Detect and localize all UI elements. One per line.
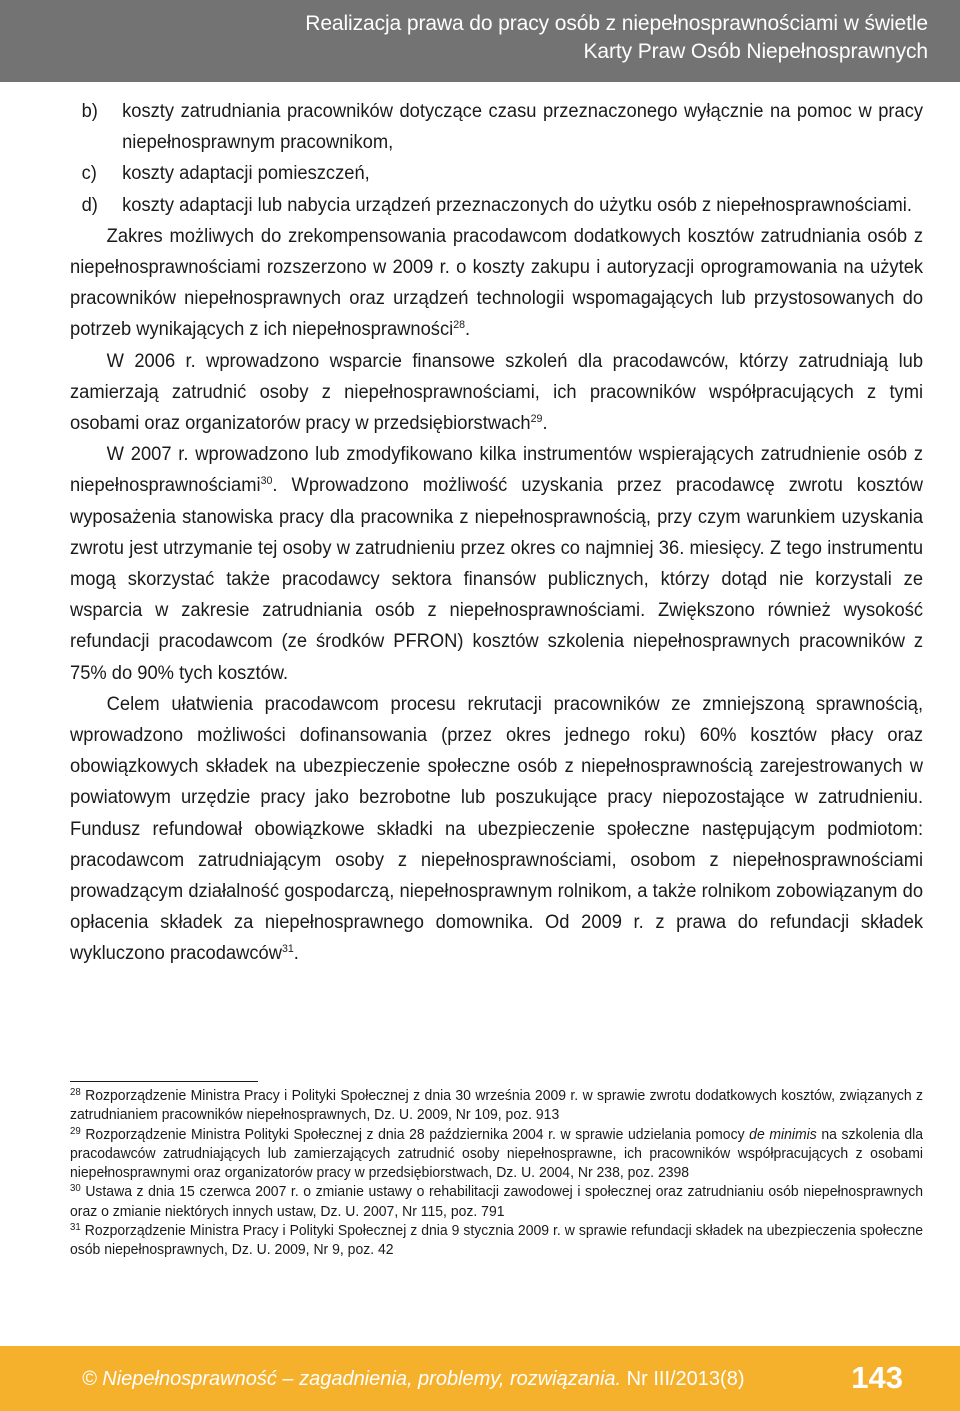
footnote-29 [70,1126,923,1184]
paragraph-text-cont: . Wprowadzono możliwość uzyskania przez pracodawcę zwrotu kosztów wyposażenia stanowiska pracy dla pracownika z niepełnosprawnością, przy czym warunkiem uzyskania zwrotu jest utrzymanie tej osoby w zatrudnieniu przez okres co najmniej 36. miesięcy. Z tego instrumentu mogą skorzystać także pracodawcy sektora finansów publicznych, którzy dotąd nie korzystali ze wsparcia w zakresie zatrudniania osób z niepełnosprawnościami. Zwiększono również wysokość refundacji pracodawcom (ze środków PFRON) kosztów szkolenia niepełnosprawnych pracowników z 75% do 90% tych kosztów. [70,475,924,684]
running-header [0,0,960,82]
footnotes [70,1087,923,1261]
page-number: 143 [851,1360,903,1395]
paragraph-text: W 2007 r. wprowadzono lub zmodyfikowano kilka instrumentów wspierających zatrudnienie osób z niepełnosprawnościami [70,444,924,497]
list-item-d [70,190,923,221]
page-footer [0,1346,960,1411]
paragraph-1 [70,221,923,346]
footnote-31 [70,1222,923,1261]
footnote-number: 29 [70,1125,81,1137]
list-item-text: koszty adaptacji pomieszczeń, [122,163,370,185]
list-marker: b) [81,101,98,122]
paragraph-end: . [465,319,471,341]
header-line-1: Realizacja prawa do pracy osób z niepełnosprawnościami w świetle [305,12,928,35]
footer-citation [82,1366,745,1392]
paragraph-end: . [542,413,548,435]
list-item-text: koszty adaptacji lub nabycia urządzeń przeznaczonych do użytku osób z niepełnosprawnościami. [122,194,912,216]
footnote-italic-term: de minimis [749,1126,817,1143]
issue-number: Nr III/2013(8) [626,1368,745,1390]
footnote-ref-29[interactable]: 29 [530,413,543,426]
footnote-text-cont: na szkolenia dla pracodawców zatrudniających lub zamierzających zatrudnić osoby niepełnosprawne, ich pracowników współpracujących z osobami niepełnosprawnymi oraz organizatorów pracy w przedsiębiorstwach, Dz. U. 2004, Nr 238, poz. 2398 [70,1126,924,1182]
footnote-ref-30[interactable]: 30 [260,475,273,488]
footnote-28 [70,1087,923,1126]
paragraph-text: W 2006 r. wprowadzono wsparcie finansowe szkoleń dla pracodawców, którzy zatrudniają lub zamierzają zatrudnić osoby z niepełnosprawnościami, ich pracowników współpracujących z tymi osobami oraz organizatorów pracy w przedsiębiorstwach [70,350,924,435]
footnote-number: 28 [70,1087,81,1098]
footnote-text: Ustawa z dnia 15 czerwca 2007 r. o zmianie ustawy o rehabilitacji zawodowej i społecznej oraz zatrudnianiu osób niepełnosprawnych oraz o zmianie niektórych innych ustaw, Dz. U. 2007, Nr 115, poz. 791 [70,1184,924,1220]
footnote-ref-28[interactable]: 28 [453,319,466,332]
paragraph-4 [70,689,923,970]
footnote-divider [70,1081,258,1082]
journal-title: © Niepełnosprawność – zagadnienia, problemy, rozwiązania. [82,1368,622,1390]
paragraph-end: . [293,943,299,965]
footnote-text: Rozporządzenie Ministra Polityki Społecznej z dnia 28 października 2004 r. w sprawie udzielania pomocy [85,1126,750,1143]
footnote-number: 31 [70,1222,81,1234]
footnote-text: Rozporządzenie Ministra Pracy i Polityki Społecznej z dnia 30 września 2009 r. w sprawie zwrotu dodatkowych kosztów, związanych z zatrudnianiem pracowników niepełnosprawnych, Dz. U. 2009, Nr 109, poz. 913 [70,1088,924,1124]
footnote-30 [70,1183,923,1222]
main-text [70,96,923,970]
footnote-number: 30 [70,1183,81,1195]
list-item-text: koszty zatrudniania pracowników dotyczące czasu przeznaczonego wyłącznie na pomoc w pracy niepełnosprawnym pracownikom, [122,101,924,154]
list-marker: d) [81,194,98,216]
footnote-ref-31[interactable]: 31 [281,943,294,956]
paragraph-text: Celem ułatwienia pracodawcom procesu rekrutacji pracowników ze zmniejszoną sprawnością, wprowadzono możliwości dofinansowania (przez okres jednego roku) 60% kosztów płacy oraz obowiązkowych składek na ubezpieczenie społeczne osób z niepełnosprawnością zarejestrowanych w powiatowym urzędzie pracy jako bezrobotne lub poszukujące pracy niepozostające w zatrudnieniu. Fundusz refundował obowiązkowe składki na ubezpieczenie społeczne następującym podmiotom: pracodawcom zatrudniającym osoby z niepełnosprawnościami, osobom z niepełnosprawnościami prowadzącym działalność gospodarczą, niepełnosprawnym rolnikom, a także rolnikom zobowiązanym do opłacenia składek za niepełnosprawnego domownika. Od 2009 r. z prawa do refundacji składek wykluczono pracodawców [70,693,924,965]
footnote-text: Rozporządzenie Ministra Pracy i Polityki Społecznej z dnia 9 stycznia 2009 r. w sprawie refundacji składek na ubezpieczenia społeczne osób niepełnosprawnych, Dz. U. 2009, Nr 9, poz. 42 [70,1223,924,1259]
running-header-title [305,10,928,66]
list-item-b [70,96,923,158]
paragraph-2 [70,346,923,440]
list-marker: c) [81,163,97,185]
paragraph-3 [70,439,923,689]
paragraph-text: Zakres możliwych do zrekompensowania pracodawcom dodatkowych kosztów zatrudniania osób z niepełnosprawnościami rozszerzono w 2009 r. o koszty zakupu i autoryzacji oprogramowania na użytek pracowników niepełnosprawnych oraz urządzeń technologii wspomagających lub przystosowanych do potrzeb wynikających z ich niepełnosprawności [70,225,924,341]
header-line-2: Karty Praw Osób Niepełnosprawnych [583,40,928,63]
list-item-c [70,158,923,189]
